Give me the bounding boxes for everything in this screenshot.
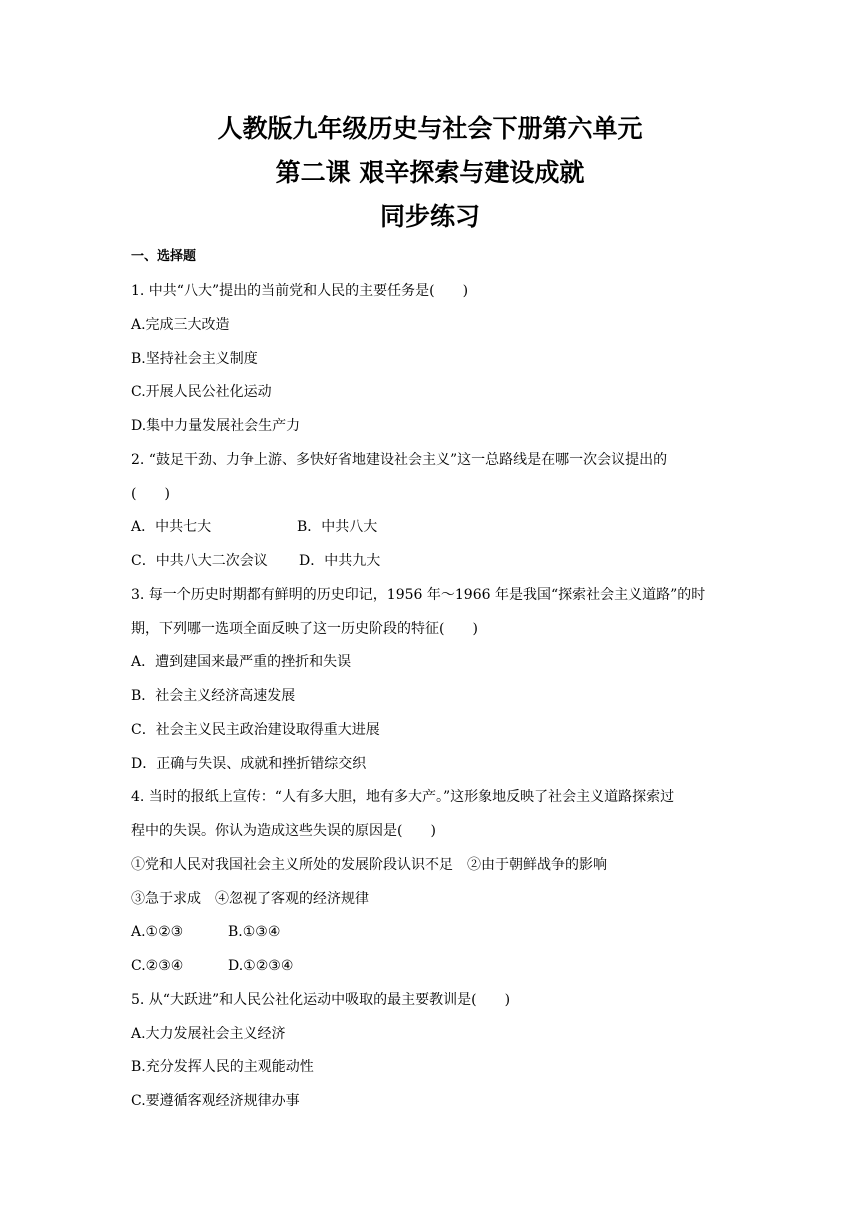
question-4-statements-line-2: ③急于求成 ④忽视了客观的经济规律 (131, 891, 369, 907)
section-heading: 一、选择题 (131, 249, 197, 264)
question-2-stem-line-1: 2. “鼓足干劲、力争上游、多快好省地建设社会主义”这一总路线是在哪一次会议提出的 (131, 452, 668, 468)
question-1-option-d: D.集中力量发展社会生产力 (131, 418, 301, 434)
question-5-stem: 5. 从“大跃进”和人民公社化运动中吸取的最主要教训是( ) (131, 992, 511, 1008)
question-4-option-c: C.②③④ (131, 958, 184, 974)
document-title-line-3: 同步练习 (379, 202, 480, 231)
document-title-line-1: 人教版九年级历史与社会下册第六单元 (217, 114, 643, 143)
question-4-stem-line-1: 4. 当时的报纸上宣传：“人有多大胆，地有多大产。”这形象地反映了社会主义道路探索过 (131, 789, 675, 805)
document-title-line-2: 第二课 艰辛探索与建设成就 (275, 158, 585, 187)
question-4-option-d: D.①②③④ (228, 958, 294, 974)
question-1-option-b: B.坚持社会主义制度 (131, 351, 258, 367)
question-1-option-a: A.完成三大改造 (131, 317, 230, 333)
question-2-option-b: B．中共八大 (297, 519, 378, 535)
question-2-option-c: C．中共八大二次会议 (131, 553, 268, 569)
question-4-option-a: A.①②③ (131, 924, 184, 940)
question-4-statements-line-1: ①党和人民对我国社会主义所处的发展阶段认识不足 ②由于朝鲜战争的影响 (131, 857, 607, 873)
question-3-stem-line-2: 期，下列哪一选项全面反映了这一历史阶段的特征( ) (131, 621, 478, 637)
question-3-stem-line-1: 3. 每一个历史时期都有鲜明的历史印记，1956 年～1966 年是我国“探索社会主义道路”的时 (131, 587, 706, 603)
question-5-option-c: C.要遵循客观经济规律办事 (131, 1093, 300, 1109)
question-3-option-c: C．社会主义民主政治建设取得重大进展 (131, 722, 380, 738)
question-2-stem-line-2: ( ) (131, 486, 170, 502)
question-3-option-a: A．遭到建国来最严重的挫折和失误 (131, 654, 352, 670)
question-1-stem: 1. 中共“八大”提出的当前党和人民的主要任务是( ) (131, 283, 469, 299)
question-5-option-b: B.充分发挥人民的主观能动性 (131, 1059, 314, 1075)
question-3-option-d: D．正确与失误、成就和挫折错综交织 (131, 756, 367, 772)
question-4-option-b: B.①③④ (228, 924, 281, 940)
question-3-option-b: B．社会主义经济高速发展 (131, 688, 296, 704)
question-4-stem-line-2: 程中的失误。你认为造成这些失误的原因是( ) (131, 823, 436, 839)
question-5-option-a: A.大力发展社会主义经济 (131, 1026, 286, 1042)
question-2-option-d: D．中共九大 (299, 553, 381, 569)
question-1-option-c: C.开展人民公社化运动 (131, 384, 272, 400)
question-2-option-a: A．中共七大 (131, 519, 212, 535)
